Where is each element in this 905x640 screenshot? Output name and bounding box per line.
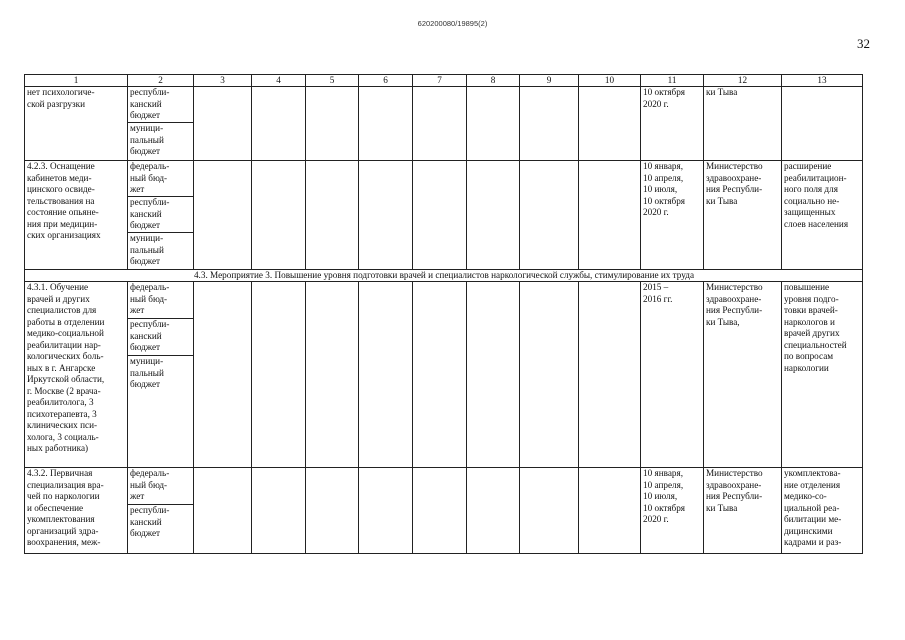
document-id: 620200080/19895(2): [417, 19, 488, 28]
table-row: [25, 282, 863, 319]
activity-cell: 4.3.2. Первичная специализация вра- чей по наркологии и обеспечение укомплектования организаций здра- воохранения, меж-: [25, 468, 128, 554]
value-cell: [306, 161, 359, 270]
value-cell: [579, 468, 641, 554]
responsible-cell: Министерство здравоохране- ния Республи- ки Тыва: [704, 468, 782, 554]
header-cell: 5: [306, 75, 359, 87]
table-row: [25, 87, 863, 123]
header-cell: 1: [25, 75, 128, 87]
header-cell: 11: [641, 75, 704, 87]
value-cell: [579, 87, 641, 161]
header-cell: 4: [252, 75, 306, 87]
funding-source-cell: муници- пальный бюджет: [128, 356, 194, 468]
value-cell: [467, 87, 520, 161]
value-cell: [467, 161, 520, 270]
dates-cell: 2015 – 2016 гг.: [641, 282, 704, 468]
funding-source-cell: федераль- ный бюд- жет: [128, 161, 194, 197]
value-cell: [520, 282, 579, 468]
value-cell: [306, 282, 359, 468]
funding-source-cell: муници- пальный бюджет: [128, 233, 194, 270]
value-cell: [252, 161, 306, 270]
activity-cell: нет психологиче- ской разгрузки: [25, 87, 128, 161]
funding-source-cell: федераль- ный бюд- жет: [128, 468, 194, 505]
result-cell: расширение реабилитацион- ного поля для социально не- защищенных слоев населения: [782, 161, 863, 270]
funding-source-cell: республи- канский бюджет: [128, 87, 194, 123]
result-cell: укомплектова- ние отделения медико-со- циальной реа- билитации ме- дицинскими кадрами и раз-: [782, 468, 863, 554]
value-cell: [194, 161, 252, 270]
value-cell: [359, 468, 413, 554]
header-cell: 2: [128, 75, 194, 87]
header-cell: 10: [579, 75, 641, 87]
value-cell: [252, 87, 306, 161]
table-row: [25, 468, 863, 505]
funding-source-cell: муници- пальный бюджет: [128, 123, 194, 161]
responsible-cell: Министерство здравоохране- ния Республи- ки Тыва,: [704, 282, 782, 468]
program-table: [24, 74, 863, 554]
value-cell: [520, 87, 579, 161]
value-cell: [306, 468, 359, 554]
header-cell: 7: [413, 75, 467, 87]
activity-cell: 4.2.3. Оснащение кабинетов меди- цинского освиде- тельствования на состояние опьяне- ния при медицин- ских организациях: [25, 161, 128, 270]
header-cell: 9: [520, 75, 579, 87]
value-cell: [579, 161, 641, 270]
value-cell: [194, 468, 252, 554]
value-cell: [194, 87, 252, 161]
result-cell: повышение уровня подго- товки врачей- наркологов и врачей других специальностей по вопросам наркологии: [782, 282, 863, 468]
value-cell: [467, 282, 520, 468]
value-cell: [359, 282, 413, 468]
responsible-cell: Министерство здравоохране- ния Республи- ки Тыва: [704, 161, 782, 270]
header-cell: 6: [359, 75, 413, 87]
value-cell: [252, 468, 306, 554]
funding-source-cell: федераль- ный бюд- жет: [128, 282, 194, 319]
value-cell: [359, 161, 413, 270]
value-cell: [520, 161, 579, 270]
header-cell: 3: [194, 75, 252, 87]
page-number: 32: [857, 36, 870, 51]
value-cell: [579, 282, 641, 468]
funding-source-cell: республи- канский бюджет: [128, 319, 194, 356]
value-cell: [413, 282, 467, 468]
dates-cell: 10 января, 10 апреля, 10 июля, 10 октября 2020 г.: [641, 161, 704, 270]
value-cell: [359, 87, 413, 161]
table-row: [25, 161, 863, 197]
funding-source-cell: республи- канский бюджет: [128, 197, 194, 233]
value-cell: [520, 468, 579, 554]
value-cell: [413, 87, 467, 161]
value-cell: [252, 282, 306, 468]
header-cell: 8: [467, 75, 520, 87]
value-cell: [306, 87, 359, 161]
section-title: 4.3. Мероприятие 3. Повышение уровня подготовки врачей и специалистов наркологической службы, стимулирование их труда: [25, 270, 863, 282]
header-cell: 12: [704, 75, 782, 87]
header-row: [25, 75, 863, 87]
value-cell: [467, 468, 520, 554]
value-cell: [413, 468, 467, 554]
dates-cell: 10 января, 10 апреля, 10 июля, 10 октября 2020 г.: [641, 468, 704, 554]
value-cell: [194, 282, 252, 468]
value-cell: [413, 161, 467, 270]
dates-cell: 10 октября 2020 г.: [641, 87, 704, 161]
responsible-cell: ки Тыва: [704, 87, 782, 161]
activity-cell: 4.3.1. Обучение врачей и других специалистов для работы в отделении медико-социальной реабилитации нар- кологических боль- ных в г. Ангарске Иркутской области, г. Москве (2 врача- реабилитолога, 3 психотерапевта, 3 клинических пси- холога, 3 социаль- ных работника): [25, 282, 128, 468]
funding-source-cell: республи- канский бюджет: [128, 505, 194, 554]
header-cell: 13: [782, 75, 863, 87]
result-cell: [782, 87, 863, 161]
section-row: [25, 270, 863, 282]
